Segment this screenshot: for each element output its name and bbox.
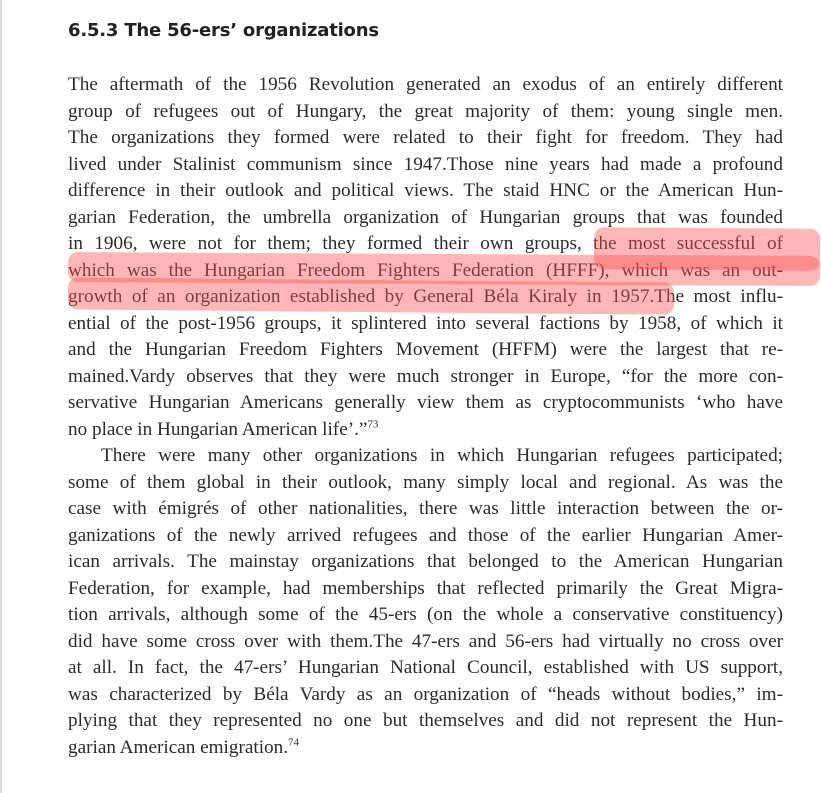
section-heading: 6.5.3 The 56-ers’ organizations [68,20,379,41]
body-text [68,72,783,761]
text-line: some of them global in their outlook, many simply local and regional. As was the [68,471,783,493]
text-line: and the Hungarian Freedom Fighters Movement (HFFM) were the largest that re- [68,339,783,360]
text-line: difference in their outlook and political views. The staid HNC or the American Hun- [68,180,783,201]
footnote-ref[interactable]: 74 [288,736,300,749]
text-line: Federation, for example, had memberships that reflected primarily the Great Migra- [68,577,783,599]
text-line-last [68,735,783,762]
text-line: case with émigrés of other nationalities, there was little interaction between the or- [68,498,783,519]
text-line: growth of an organization established by General Béla Kiraly in 1957.The most influ- [68,286,783,307]
paragraph-2 [68,443,783,761]
text-line: lived under Stalinist communism since 1947.Those nine years had made a profound [68,153,783,175]
text-line: garian Federation, the umbrella organization of Hungarian groups that was founded [68,206,783,228]
text-line: did have some cross over with them.The 47-ers and 56-ers had virtually no cross over [68,630,783,652]
text-line: ganizations of the newly arrived refugees and those of the earlier Hungarian Amer- [68,524,783,546]
text-line-last [68,417,783,444]
text-line: which was the Hungarian Freedom Fighters Federation (HFFF), which was an out- [68,259,783,281]
text-line: servative Hungarian Americans generally view them as cryptocommunists ‘who have [68,392,783,413]
text-line: mained.Vardy observes that they were much stronger in Europe, “for the more con- [68,365,783,387]
text-line: at all. In fact, the 47-ers’ Hungarian National Council, established with US support, [68,657,783,678]
text-line: in 1906, were not for them; they formed their own groups, the most successful of [68,233,783,254]
text-line: tion arrivals, although some of the 45-ers (on the whole a conservative constituency) [68,604,783,625]
text-line: The aftermath of the 1956 Revolution generated an exodus of an entirely different [68,74,783,95]
text-line: The organizations they formed were related to their fight for freedom. They had [68,127,783,148]
text-line: was characterized by Béla Vardy as an organization of “heads without bodies,” im- [68,683,783,705]
text-line: group of refugees out of Hungary, the great majority of them: young single men. [68,100,783,122]
page-edge [0,0,2,793]
footnote-ref[interactable]: 73 [367,418,379,431]
text-line: ican arrivals. The mainstay organizations that belonged to the American Hungarian [68,551,783,572]
text-line: ential of the post-1956 groups, it splintered into several factions by 1958, of which it [68,312,783,334]
paragraph-1 [68,72,783,443]
text-line-content: garian American emigration. [68,736,289,758]
text-line-content: no place in Hungarian American life’.” [68,418,368,440]
text-line: There were many other organizations in which Hungarian refugees participated; [101,445,783,466]
text-line: plying that they represented no one but themselves and did not represent the Hun- [68,710,783,731]
